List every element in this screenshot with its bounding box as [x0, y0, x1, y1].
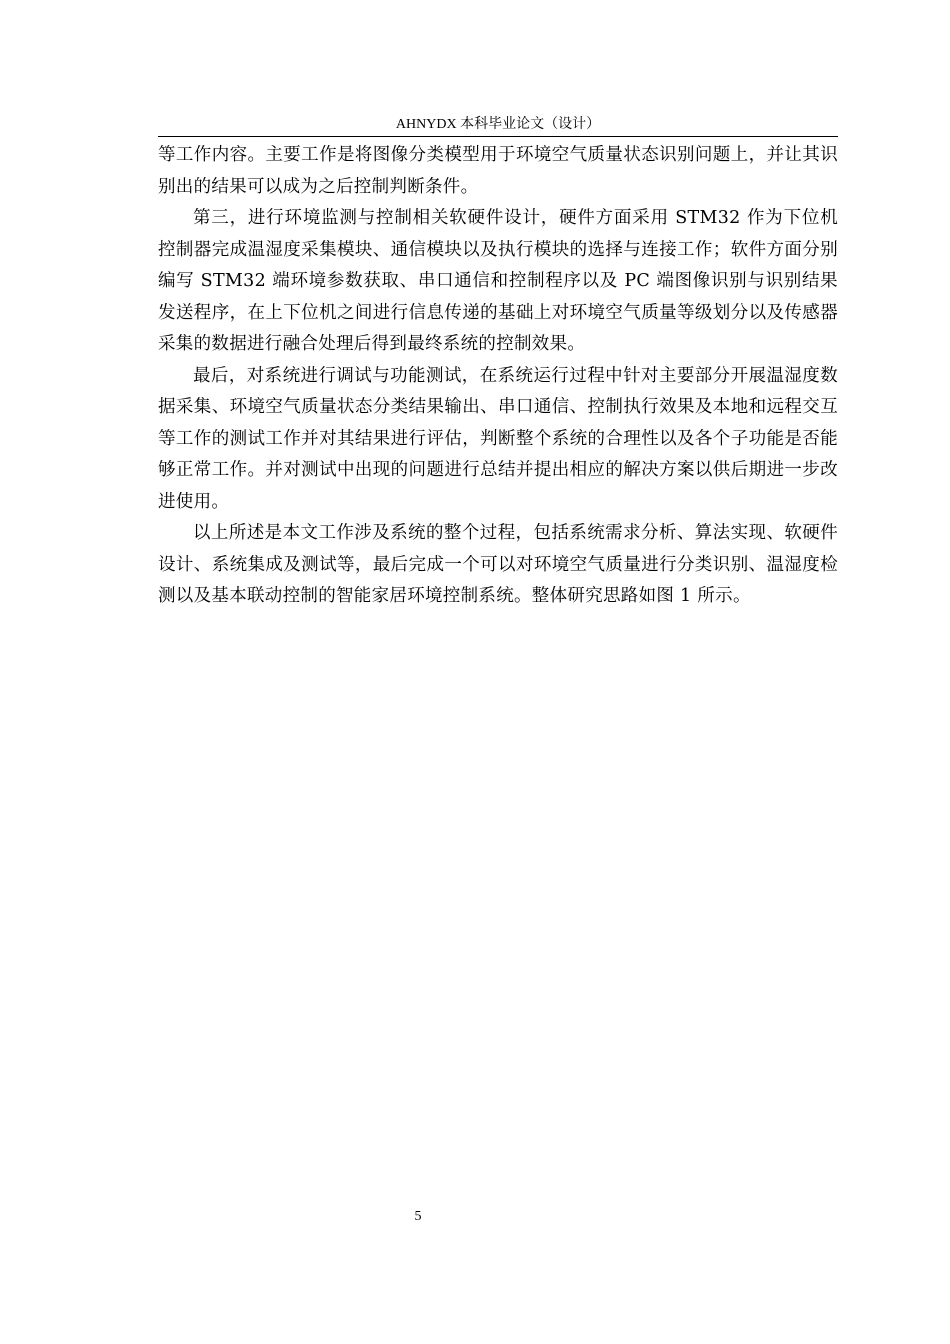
paragraph-continuation: 等工作内容。主要工作是将图像分类模型用于环境空气质量状态识别问题上，并让其识别出的结果可以成为之后控制判断条件。 [158, 145, 838, 197]
page-number: 5 [414, 1209, 422, 1224]
paragraph-summary: 以上所述是本文工作涉及系统的整个过程，包括系统需求分析、算法实现、软硬件设计、系统集成及测试等，最后完成一个可以对环境空气质量进行分类识别、温湿度检测以及基本联动控制的智能家居环境控制系统。整体研究思路如图 1 所示。 [158, 523, 838, 606]
running-header: AHNYDX 本科毕业论文（设计） [395, 117, 601, 132]
body-text [158, 140, 838, 613]
header-rule [158, 136, 838, 137]
paragraph-third: 第三，进行环境监测与控制相关软硬件设计，硬件方面采用 STM32 作为下位机控制器完成温湿度采集模块、通信模块以及执行模块的选择与连接工作；软件方面分别编写 STM32 端环境参数获取、串口通信和控制程序以及 PC 端图像识别与识别结果发送程序，在上下位机之间进行信息传递的基础上对环境空气质量等级划分以及传感器采集的数据进行融合处理后得到最终系统的控制效果。 [158, 208, 838, 354]
paragraph-finally: 最后，对系统进行调试与功能测试，在系统运行过程中针对主要部分开展温湿度数据采集、环境空气质量状态分类结果输出、串口通信、控制执行效果及本地和远程交互等工作的测试工作并对其结果进行评估，判断整个系统的合理性以及各个子功能是否能够正常工作。并对测试中出现的问题进行总结并提出相应的解决方案以供后期进一步改进使用。 [158, 365, 838, 512]
